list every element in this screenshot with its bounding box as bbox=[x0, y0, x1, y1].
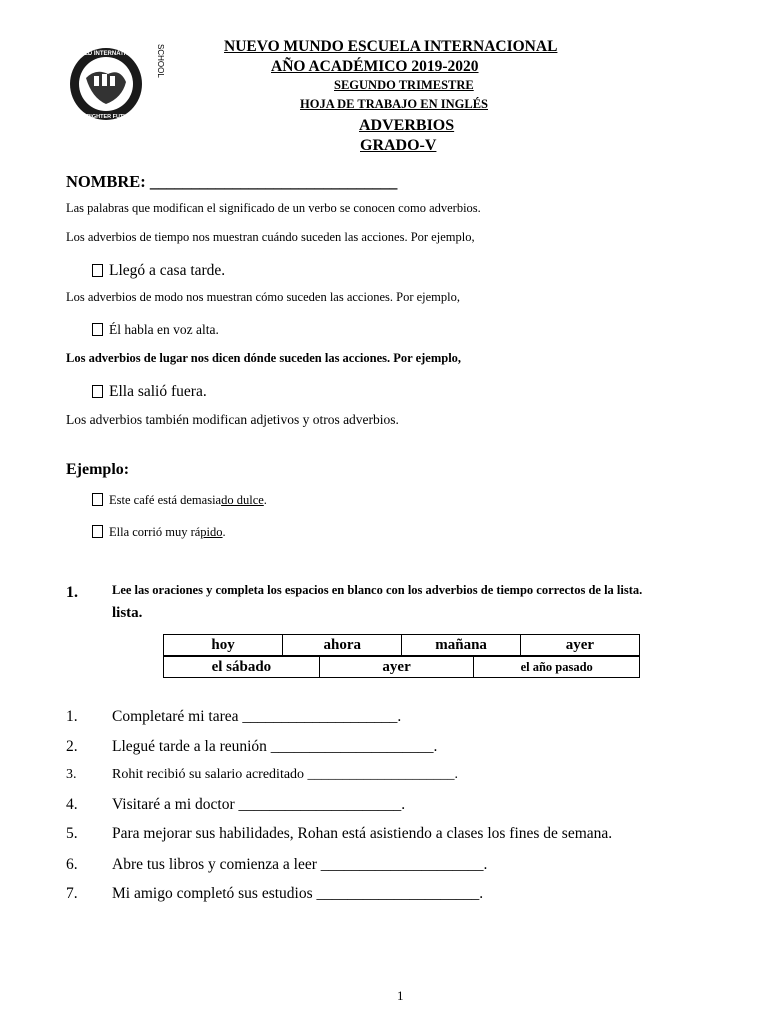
ejemplo-title: Ejemplo: bbox=[66, 461, 130, 478]
word-bank-cell: ahora bbox=[283, 635, 402, 656]
exercise-instruction: Lee las oraciones y completa los espacios en blanco con los adverbios de tiempo correctos de la lista. bbox=[112, 583, 643, 597]
example-time bbox=[92, 262, 225, 280]
example-time-text: Llegó a casa tarde. bbox=[109, 262, 226, 279]
list-item: 5. Para mejorar sus habilidades, Rohan está asistiendo a clases los fines de semana. bbox=[66, 825, 613, 842]
list-item: 1. Completaré mi tarea ____________________. bbox=[66, 708, 402, 725]
checkbox-icon bbox=[92, 493, 103, 506]
ejemplo-sentence-2: Ella corrió muy rápido. bbox=[92, 525, 226, 540]
ejemplo-sentence-1: Este café está demasiado dulce. bbox=[92, 493, 267, 508]
term: SEGUNDO TRIMESTRE bbox=[334, 78, 474, 92]
example-place bbox=[92, 383, 207, 401]
list-item: 4. Visitaré a mi doctor _____________________. bbox=[66, 796, 406, 813]
logo-side-text: SCHOOL bbox=[156, 44, 165, 78]
grade: GRADO-V bbox=[360, 137, 437, 154]
list-item: 7. Mi amigo completó sus estudios _____________________. bbox=[66, 885, 484, 902]
page-number: 1 bbox=[397, 988, 404, 1003]
intro-paragraph-3: Los adverbios de modo nos muestran cómo suceden las acciones. Por ejemplo, bbox=[66, 290, 461, 304]
word-bank-cell: mañana bbox=[402, 635, 520, 656]
word-bank-row-1 bbox=[163, 634, 640, 656]
logo-text-top: WORLD INTERNATIONAL bbox=[69, 51, 143, 57]
list-item: 3. Rohit recibió su salario acreditado _____________________. bbox=[66, 767, 459, 782]
intro-paragraph-5: Los adverbios también modifican adjetivos y otros adverbios. bbox=[66, 412, 399, 427]
academic-year: AÑO ACADÉMICO 2019-2020 bbox=[271, 58, 479, 75]
word-bank-row-2 bbox=[163, 656, 640, 678]
checkbox-icon bbox=[92, 264, 103, 277]
exercise-instruction-tail: lista. bbox=[112, 605, 143, 621]
example-place-text: Ella salió fuera. bbox=[109, 383, 207, 400]
topic-title: ADVERBIOS bbox=[359, 117, 455, 134]
list-item: 6. Abre tus libros y comienza a leer _____________________. bbox=[66, 856, 488, 873]
school-name: NUEVO MUNDO ESCUELA INTERNACIONAL bbox=[224, 38, 558, 55]
word-bank-cell: hoy bbox=[164, 635, 283, 656]
intro-paragraph-1: Las palabras que modifican el significado de un verbo se conocen como adverbios. bbox=[66, 201, 481, 215]
word-bank-cell: el año pasado bbox=[474, 657, 640, 678]
exercise-number: 1. bbox=[66, 584, 78, 601]
name-field-label: NOMBRE: ______________________________ bbox=[66, 172, 398, 191]
example-manner bbox=[92, 322, 219, 338]
checkbox-icon bbox=[92, 323, 103, 336]
example-manner-text: Él habla en voz alta. bbox=[109, 322, 219, 337]
intro-paragraph-2: Los adverbios de tiempo nos muestran cuándo suceden las acciones. Por ejemplo, bbox=[66, 230, 475, 244]
list-item: 2. Llegué tarde a la reunión _____________________. bbox=[66, 738, 438, 755]
school-logo bbox=[66, 38, 170, 130]
word-bank-cell: ayer bbox=[520, 635, 639, 656]
logo-text-bottom: A BRIGHTER FUTURE bbox=[77, 114, 135, 120]
checkbox-icon bbox=[92, 385, 103, 398]
sheet-title: HOJA DE TRABAJO EN INGLÉS bbox=[300, 97, 489, 111]
intro-paragraph-4: Los adverbios de lugar nos dicen dónde suceden las acciones. Por ejemplo, bbox=[66, 351, 462, 365]
word-bank-cell: el sábado bbox=[164, 657, 320, 678]
word-bank-cell: ayer bbox=[319, 657, 474, 678]
checkbox-icon bbox=[92, 525, 103, 538]
